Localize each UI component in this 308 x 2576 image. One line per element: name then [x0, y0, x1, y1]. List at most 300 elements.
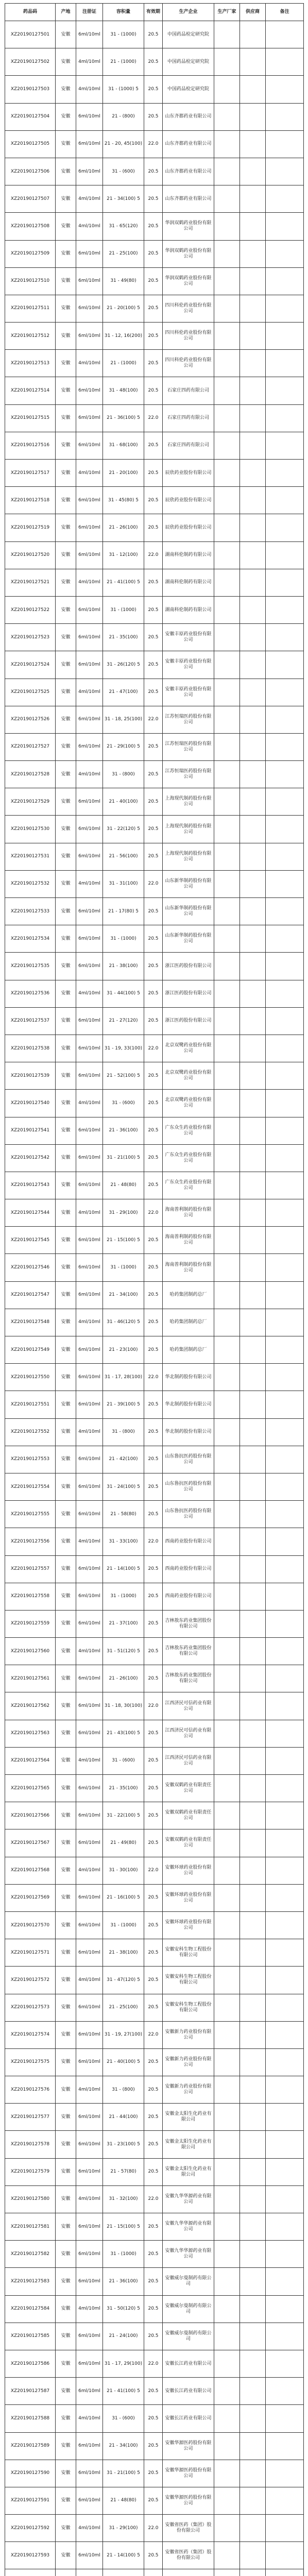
spec-cell: 6ml/10ml	[76, 1172, 103, 1199]
remark-cell	[266, 377, 304, 404]
table-row	[5, 1391, 304, 1418]
supplier-cell	[240, 816, 266, 843]
table-row	[5, 843, 304, 870]
remark-cell	[266, 541, 304, 569]
manufacturer-cell: 山东齐都药业有限公司	[163, 103, 214, 130]
factory-cell	[214, 185, 240, 213]
factory-cell	[214, 1939, 240, 1967]
drug-code-cell: XZ20190127527	[5, 733, 56, 760]
spec-cell: 6ml/10ml	[76, 432, 103, 459]
factory-cell	[214, 240, 240, 267]
remark-cell	[266, 1720, 304, 1747]
drug-code-cell: XZ20190127591	[5, 2487, 56, 2514]
remark-cell	[266, 1391, 304, 1418]
volume-cell: 31 - 22(120) 5	[103, 816, 144, 843]
supplier-cell	[240, 2350, 266, 2377]
table-row	[5, 1035, 304, 1062]
remark-cell	[266, 48, 304, 76]
supplier-cell	[240, 596, 266, 623]
manufacturer-cell: 安徽威尔曼制药有限公司	[163, 2268, 214, 2295]
volume-cell: 21 - 38(100)	[103, 953, 144, 980]
volume-cell: 21 - 24(100)	[103, 2323, 144, 2350]
remark-cell	[266, 2268, 304, 2295]
origin-cell: 安徽	[56, 2021, 76, 2048]
drug-code-cell: XZ20190127554	[5, 1473, 56, 1500]
validity-cell: 20.5	[144, 1775, 163, 1802]
manufacturer-cell: 安徽环球药业股份有限公司	[163, 1911, 214, 1939]
origin-cell: 安徽	[56, 870, 76, 897]
table-row	[5, 1418, 304, 1446]
volume-cell: 21 - (1000)	[103, 350, 144, 377]
origin-cell: 安徽	[56, 1446, 76, 1473]
volume-cell: 21 - 17(80) 5	[103, 898, 144, 925]
drug-code-cell: XZ20190127582	[5, 2241, 56, 2268]
factory-cell	[214, 1610, 240, 1637]
remark-cell	[266, 1829, 304, 1857]
table-row	[5, 1610, 304, 1637]
factory-cell	[214, 2213, 240, 2241]
manufacturer-cell: 华润双鹤药业股份有限公司	[163, 213, 214, 240]
table-row	[5, 2131, 304, 2158]
spec-cell: 4ml/10ml	[76, 1638, 103, 1665]
volume-cell: 21 - 58(80)	[103, 1501, 144, 1528]
spec-cell: 6ml/10ml	[76, 1281, 103, 1309]
volume-cell: 21 - 35(100)	[103, 624, 144, 651]
spec-cell: 4ml/10ml	[76, 679, 103, 706]
supplier-cell	[240, 2021, 266, 2048]
remark-cell	[266, 514, 304, 541]
remark-cell	[266, 130, 304, 158]
origin-cell: 安徽	[56, 213, 76, 240]
drug-code-cell: XZ20190127535	[5, 953, 56, 980]
validity-cell: 20.5	[144, 1720, 163, 1747]
supplier-cell	[240, 898, 266, 925]
factory-cell	[214, 1555, 240, 1583]
supplier-cell	[240, 460, 266, 487]
remark-cell	[266, 870, 304, 897]
factory-cell	[214, 596, 240, 623]
table-row	[5, 514, 304, 541]
remark-cell	[266, 706, 304, 733]
supplier-cell	[240, 1775, 266, 1802]
origin-cell: 安徽	[56, 788, 76, 816]
factory-cell	[214, 432, 240, 459]
remark-cell	[266, 1802, 304, 1829]
factory-cell	[214, 48, 240, 76]
manufacturer-cell: 安徽威尔曼制药有限公司	[163, 2323, 214, 2350]
manufacturer-cell: 北京双鹭药业股份有限公司	[163, 1090, 214, 1117]
remark-cell	[266, 487, 304, 514]
remark-cell	[266, 185, 304, 213]
supplier-cell	[240, 569, 266, 596]
validity-cell: 20.5	[144, 1473, 163, 1500]
table-body	[5, 21, 304, 2576]
manufacturer-cell: 安徽安科生物工程股份有限公司	[163, 1967, 214, 1994]
manufacturer-cell: 哈药集团制药总厂	[163, 1336, 214, 1364]
manufacturer-cell: 湖南科伦制药有限公司	[163, 541, 214, 569]
col-header: 备注	[266, 4, 304, 21]
remark-cell	[266, 953, 304, 980]
origin-cell: 安徽	[56, 1665, 76, 1692]
factory-cell	[214, 1911, 240, 1939]
manufacturer-cell: 安徽华源医药股份有限公司	[163, 2432, 214, 2460]
manufacturer-cell: 安徽九华华源药业有限公司	[163, 2241, 214, 2268]
remark-cell	[266, 2515, 304, 2542]
remark-cell	[266, 2432, 304, 2460]
supplier-cell	[240, 1720, 266, 1747]
drug-code-cell: XZ20190127503	[5, 76, 56, 103]
factory-cell	[214, 788, 240, 816]
spec-cell: 4ml/10ml	[76, 1199, 103, 1227]
spec-cell: 6ml/10ml	[76, 1144, 103, 1172]
origin-cell: 安徽	[56, 816, 76, 843]
spec-cell: 6ml/10ml	[76, 404, 103, 432]
volume-cell: 21 - 41(100) 5	[103, 569, 144, 596]
volume-cell: 31 - 49(80)	[103, 267, 144, 295]
volume-cell: 31 - 29(100)	[103, 1199, 144, 1227]
origin-cell: 安徽	[56, 1939, 76, 1967]
manufacturer-cell: 四川科伦药业股份有限公司	[163, 323, 214, 350]
table-row	[5, 267, 304, 295]
validity-cell: 20.5	[144, 816, 163, 843]
remark-cell	[266, 1117, 304, 1144]
col-header: 供应商	[240, 4, 266, 21]
factory-cell	[214, 706, 240, 733]
factory-cell	[214, 569, 240, 596]
origin-cell: 安徽	[56, 1391, 76, 1418]
drug-code-cell: XZ20190127531	[5, 843, 56, 870]
validity-cell: 20.5	[144, 2131, 163, 2158]
spec-cell: 6ml/10ml	[76, 1501, 103, 1528]
manufacturer-cell: 华润双鹤药业股份有限公司	[163, 267, 214, 295]
supplier-cell	[240, 2542, 266, 2569]
table-row	[5, 1446, 304, 1473]
drug-code-cell: XZ20190127538	[5, 1035, 56, 1062]
supplier-cell	[240, 1117, 266, 1144]
manufacturer-cell: 吉林敖东药业集团股份有限公司	[163, 1665, 214, 1692]
origin-cell: 安徽	[56, 1062, 76, 1090]
drug-code-cell: XZ20190127586	[5, 2350, 56, 2377]
spec-cell: 6ml/10ml	[76, 267, 103, 295]
remark-cell	[266, 267, 304, 295]
origin-cell: 安徽	[56, 541, 76, 569]
validity-cell: 20.5	[144, 213, 163, 240]
spec-cell: 6ml/10ml	[76, 1994, 103, 2021]
origin-cell: 安徽	[56, 2268, 76, 2295]
supplier-cell	[240, 2323, 266, 2350]
remark-cell	[266, 103, 304, 130]
spec-cell: 6ml/10ml	[76, 1911, 103, 1939]
origin-cell: 安徽	[56, 1555, 76, 1583]
manufacturer-cell: 江苏恒瑞医药股份有限公司	[163, 761, 214, 788]
spec-cell: 6ml/10ml	[76, 2487, 103, 2514]
spec-cell: 4ml/10ml	[76, 870, 103, 897]
volume-cell: 21 - 52(100) 5	[103, 1062, 144, 1090]
volume-cell: 21 - 41(100) 5	[103, 2378, 144, 2405]
factory-cell	[214, 1062, 240, 1090]
drug-code-cell: XZ20190127567	[5, 1829, 56, 1857]
spec-cell: 6ml/10ml	[76, 2048, 103, 2076]
supplier-cell	[240, 1446, 266, 1473]
origin-cell: 安徽	[56, 432, 76, 459]
supplier-cell	[240, 76, 266, 103]
table-row	[5, 651, 304, 679]
validity-cell: 20.5	[144, 1391, 163, 1418]
table-row	[5, 2213, 304, 2241]
drug-code-cell: XZ20190127553	[5, 1446, 56, 1473]
validity-cell: 20.5	[144, 980, 163, 1007]
validity-cell: 20.5	[144, 2487, 163, 2514]
spec-cell: 4ml/10ml	[76, 185, 103, 213]
volume-cell: 31 - (1000)	[103, 1254, 144, 1281]
factory-cell	[214, 1528, 240, 1555]
drug-code-cell: XZ20190127560	[5, 1638, 56, 1665]
origin-cell: 安徽	[56, 1117, 76, 1144]
remark-cell	[266, 569, 304, 596]
factory-cell	[214, 1199, 240, 1227]
table-row	[5, 130, 304, 158]
table-row	[5, 1281, 304, 1309]
origin-cell: 安徽	[56, 733, 76, 760]
remark-cell	[266, 2021, 304, 2048]
supplier-cell	[240, 1638, 266, 1665]
validity-cell: 20.5	[144, 2213, 163, 2241]
supplier-cell	[240, 1035, 266, 1062]
remark-cell	[266, 624, 304, 651]
volume-cell: 21 - 34(100)	[103, 1281, 144, 1309]
supplier-cell	[240, 2487, 266, 2514]
spec-cell: 6ml/10ml	[76, 1665, 103, 1692]
supplier-cell	[240, 1281, 266, 1309]
drug-code-cell: XZ20190127521	[5, 569, 56, 596]
validity-cell: 20.5	[144, 1007, 163, 1035]
spec-cell: 6ml/10ml	[76, 1336, 103, 1364]
remark-cell	[266, 1227, 304, 1254]
supplier-cell	[240, 295, 266, 322]
drug-code-cell: XZ20190127590	[5, 2460, 56, 2487]
table-row	[5, 1528, 304, 1555]
spec-cell: 6ml/10ml	[76, 1884, 103, 1911]
origin-cell: 安徽	[56, 2378, 76, 2405]
drug-code-cell: XZ20190127592	[5, 2515, 56, 2542]
remark-cell	[266, 1638, 304, 1665]
origin-cell: 安徽	[56, 377, 76, 404]
volume-cell: 21 - 26(100)	[103, 514, 144, 541]
origin-cell: 安徽	[56, 1528, 76, 1555]
validity-cell: 20.5	[144, 1939, 163, 1967]
manufacturer-cell: 华北制药股份有限公司	[163, 1391, 214, 1418]
origin-cell: 安徽	[56, 1692, 76, 1720]
remark-cell	[266, 925, 304, 953]
spec-cell: 4ml/10ml	[76, 1747, 103, 1774]
manufacturer-cell: 华北制药股份有限公司	[163, 1364, 214, 1391]
volume-cell: 21 - 44(100)	[103, 2104, 144, 2131]
table-row	[5, 788, 304, 816]
origin-cell: 安徽	[56, 1967, 76, 1994]
supplier-cell	[240, 1391, 266, 1418]
table-row	[5, 76, 304, 103]
supplier-cell	[240, 1336, 266, 1364]
factory-cell	[214, 2131, 240, 2158]
drug-code-cell: XZ20190127587	[5, 2378, 56, 2405]
volume-cell: 31 - 24(100) 5	[103, 1473, 144, 1500]
remark-cell	[266, 1747, 304, 1774]
manufacturer-cell: 湖南科伦制药有限公司	[163, 569, 214, 596]
spec-cell: 6ml/10ml	[76, 2350, 103, 2377]
validity-cell: 20.5	[144, 679, 163, 706]
volume-cell: 31 - (800)	[103, 1418, 144, 1446]
supplier-cell	[240, 870, 266, 897]
volume-cell: 21 - 16(100) 5	[103, 1884, 144, 1911]
origin-cell: 安徽	[56, 596, 76, 623]
supplier-cell	[240, 1090, 266, 1117]
drug-code-cell: XZ20190127508	[5, 213, 56, 240]
col-header: 注册证	[76, 4, 103, 21]
table-row	[5, 21, 304, 48]
manufacturer-cell: 安徽省医药（集团）股份有限公司	[163, 2542, 214, 2569]
supplier-cell	[240, 1227, 266, 1254]
supplier-cell	[240, 1610, 266, 1637]
drug-code-cell: XZ20190127568	[5, 1857, 56, 1884]
supplier-cell	[240, 788, 266, 816]
supplier-cell	[240, 624, 266, 651]
remark-cell	[266, 2295, 304, 2323]
drug-code-cell: XZ20190127523	[5, 624, 56, 651]
origin-cell: 安徽	[56, 1418, 76, 1446]
manufacturer-cell: 中国药品检定研究院	[163, 48, 214, 76]
validity-cell: 20.5	[144, 898, 163, 925]
table-row	[5, 2378, 304, 2405]
manufacturer-cell: 山东新华制药股份有限公司	[163, 898, 214, 925]
spec-cell: 4ml/10ml	[76, 76, 103, 103]
table-row	[5, 1967, 304, 1994]
table-row	[5, 2076, 304, 2104]
manufacturer-cell: 安徽九华华源药业有限公司	[163, 2213, 214, 2241]
validity-cell: 20.5	[144, 953, 163, 980]
volume-cell: 21 - 25(100)	[103, 1994, 144, 2021]
remark-cell	[266, 1035, 304, 1062]
table-row	[5, 870, 304, 897]
table-row	[5, 1062, 304, 1090]
factory-cell	[214, 1364, 240, 1391]
manufacturer-cell: 安徽长江药业有限公司	[163, 2350, 214, 2377]
volume-cell: 31 - 26(120) 5	[103, 651, 144, 679]
validity-cell: 20.5	[144, 158, 163, 185]
drug-code-cell: XZ20190127532	[5, 870, 56, 897]
manufacturer-cell: 上海现代制药股份有限公司	[163, 788, 214, 816]
table-row	[5, 569, 304, 596]
validity-cell: 20.5	[144, 843, 163, 870]
volume-cell: 21 - 37(100)	[103, 1610, 144, 1637]
spec-cell	[76, 2569, 103, 2576]
origin-cell: 安徽	[56, 569, 76, 596]
spec-cell: 6ml/10ml	[76, 596, 103, 623]
factory-cell	[214, 76, 240, 103]
factory-cell	[214, 1090, 240, 1117]
manufacturer-cell: 江苏恒瑞医药股份有限公司	[163, 706, 214, 733]
spec-cell: 6ml/10ml	[76, 898, 103, 925]
drug-code-cell: XZ20190127534	[5, 925, 56, 953]
remark-cell	[266, 679, 304, 706]
factory-cell	[214, 2104, 240, 2131]
validity-cell: 20.5	[144, 1747, 163, 1774]
manufacturer-cell: 广东众生药业股份有限公司	[163, 1172, 214, 1199]
origin-cell: 安徽	[56, 267, 76, 295]
drug-code-cell: XZ20190127574	[5, 2021, 56, 2048]
spec-cell: 6ml/10ml	[76, 514, 103, 541]
factory-cell	[214, 2021, 240, 2048]
table-row	[5, 1802, 304, 1829]
factory-cell	[214, 953, 240, 980]
validity-cell: 20.5	[144, 2104, 163, 2131]
spec-cell: 6ml/10ml	[76, 1829, 103, 1857]
remark-cell	[266, 2323, 304, 2350]
supplier-cell	[240, 2048, 266, 2076]
validity-cell: 20.5	[144, 1583, 163, 1610]
validity-cell: 22.0	[144, 1528, 163, 1555]
remark-cell	[266, 843, 304, 870]
supplier-cell	[240, 1062, 266, 1090]
drug-code-cell: XZ20190127555	[5, 1501, 56, 1528]
volume-cell: 31 - 19, 27(100)	[103, 2021, 144, 2048]
spec-cell: 4ml/10ml	[76, 1857, 103, 1884]
volume-cell: 31 - 31(100)	[103, 870, 144, 897]
supplier-cell	[240, 2131, 266, 2158]
volume-cell: 31 - 48(100)	[103, 377, 144, 404]
validity-cell: 20.5	[144, 2295, 163, 2323]
supplier-cell	[240, 1967, 266, 1994]
spec-cell: 6ml/10ml	[76, 706, 103, 733]
manufacturer-cell: 四川科伦药业股份有限公司	[163, 295, 214, 322]
spec-cell: 6ml/10ml	[76, 1364, 103, 1391]
table-row	[5, 404, 304, 432]
validity-cell: 22.0	[144, 2515, 163, 2542]
manufacturer-cell: 西南药业股份有限公司	[163, 1528, 214, 1555]
table-row	[5, 1117, 304, 1144]
volume-cell: 21 - 34(100)	[103, 2432, 144, 2460]
remark-cell	[266, 2131, 304, 2158]
table-row	[5, 980, 304, 1007]
manufacturer-cell: 安徽金太阳生化药业有限公司	[163, 2131, 214, 2158]
supplier-cell	[240, 1994, 266, 2021]
supplier-cell	[240, 2158, 266, 2185]
manufacturer-cell: 广东众生药业股份有限公司	[163, 1144, 214, 1172]
factory-cell	[214, 1967, 240, 1994]
drug-code-cell: XZ20190127514	[5, 377, 56, 404]
table-row	[5, 2460, 304, 2487]
volume-cell: 31 - 30(100)	[103, 1857, 144, 1884]
supplier-cell	[240, 1829, 266, 1857]
manufacturer-cell: 西南药业股份有限公司	[163, 1555, 214, 1583]
volume-cell: 21 - 42(100)	[103, 1446, 144, 1473]
table-row	[5, 733, 304, 760]
table-row	[5, 2542, 304, 2569]
validity-cell: 20.5	[144, 2076, 163, 2104]
origin-cell: 安徽	[56, 350, 76, 377]
col-header: 容积量	[103, 4, 144, 21]
validity-cell: 22.0	[144, 1035, 163, 1062]
factory-cell	[214, 2460, 240, 2487]
origin-cell: 安徽	[56, 2241, 76, 2268]
factory-cell	[214, 1309, 240, 1336]
volume-cell: 21 - 56(100)	[103, 843, 144, 870]
manufacturer-cell: 安徽长江药业有限公司	[163, 2405, 214, 2432]
manufacturer-cell: 四川科伦药业股份有限公司	[163, 350, 214, 377]
validity-cell: 20.5	[144, 185, 163, 213]
origin-cell: 安徽	[56, 487, 76, 514]
remark-cell	[266, 596, 304, 623]
manufacturer-cell: 安徽双鹤药业有限责任公司	[163, 1775, 214, 1802]
